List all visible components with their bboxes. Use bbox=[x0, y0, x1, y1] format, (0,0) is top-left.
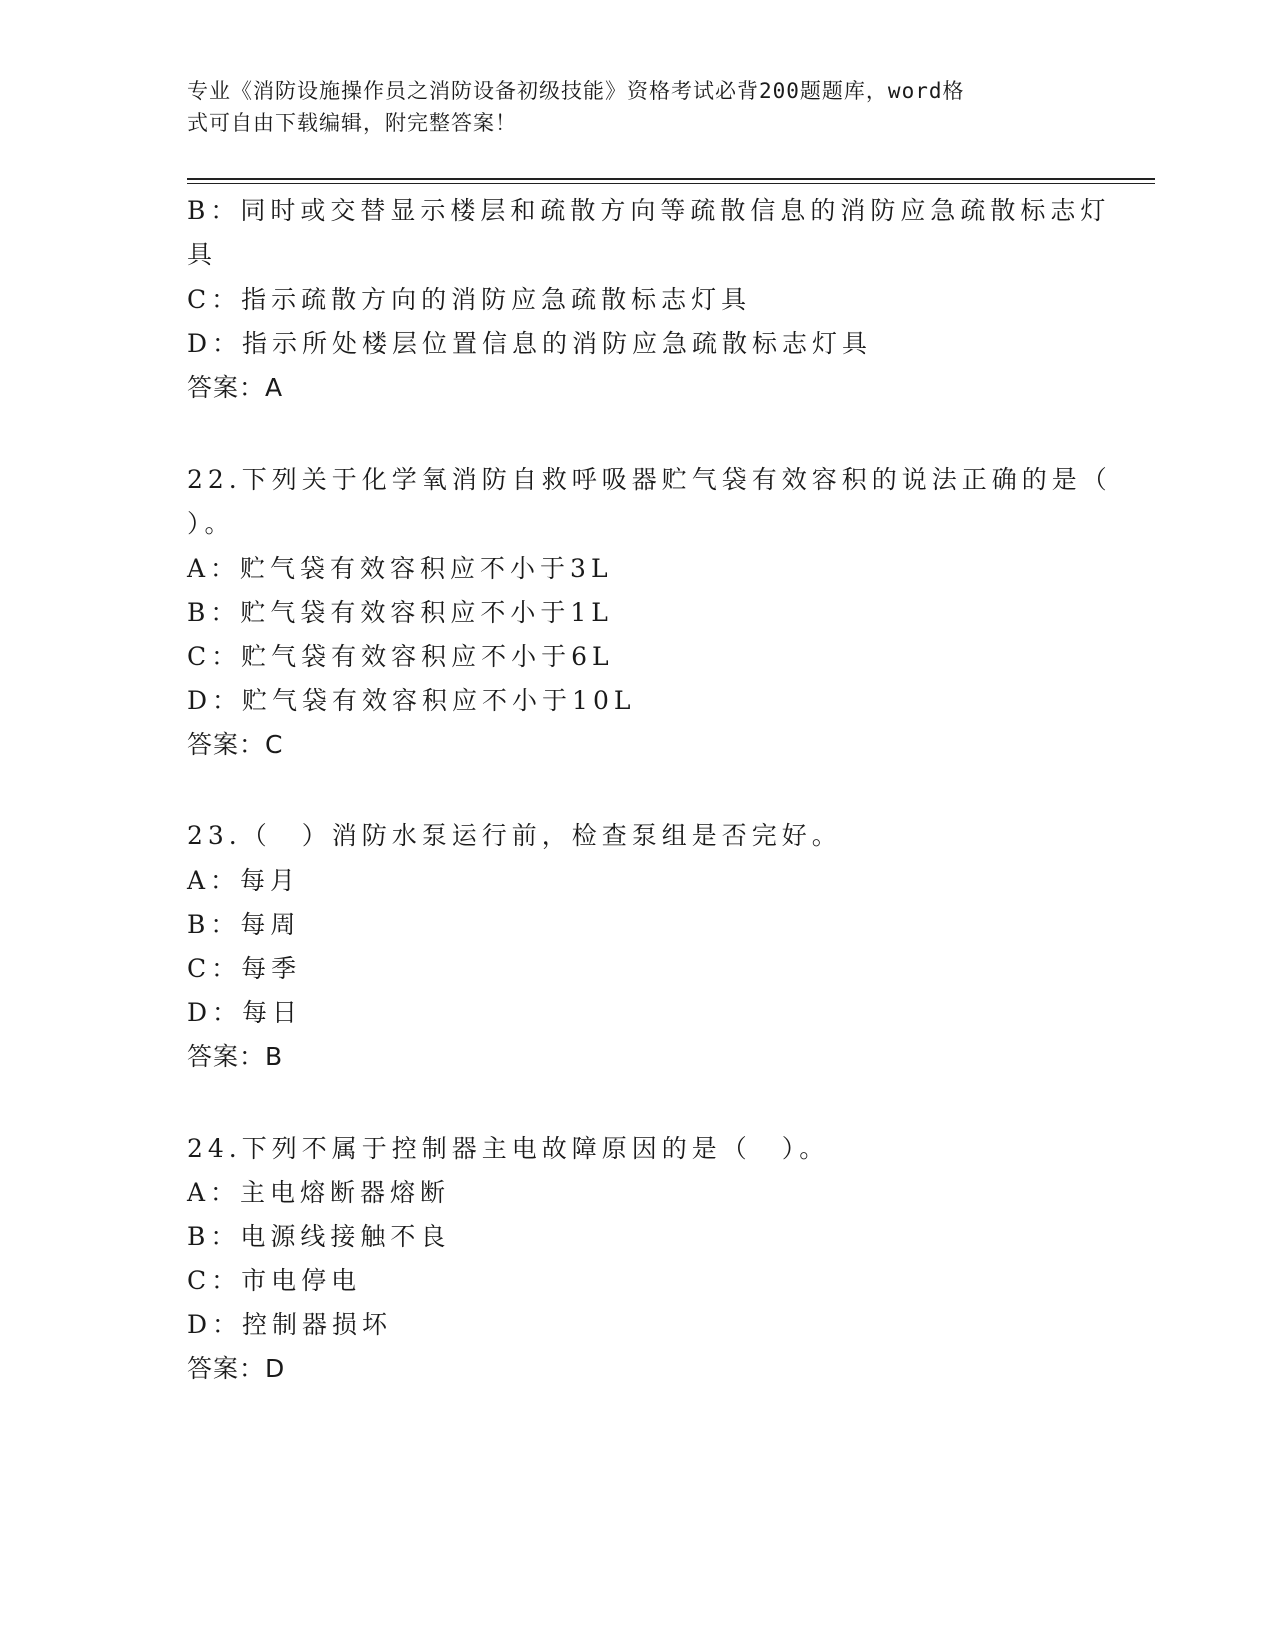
q21-option-b-wrap: 具 bbox=[187, 240, 218, 269]
q21-option-b: B：同时或交替显示楼层和疏散方向等疏散信息的消防应急疏散标志灯 bbox=[187, 196, 1111, 225]
header-line-1: 专业《消防设施操作员之消防设备初级技能》资格考试必背200题题库，word格 bbox=[187, 79, 965, 103]
q24-option-b: B：电源线接触不良 bbox=[187, 1222, 451, 1251]
q24-option-a: A：主电熔断器熔断 bbox=[187, 1178, 451, 1207]
q23-option-b: B：每周 bbox=[187, 910, 301, 939]
document-header bbox=[187, 75, 1067, 139]
q23-stem: 23.（ ）消防水泵运行前，检查泵组是否完好。 bbox=[187, 821, 842, 850]
q22-option-c: C：贮气袋有效容积应不小于6L bbox=[187, 642, 614, 671]
header-divider-thin bbox=[187, 183, 1155, 184]
q22-option-d: D：贮气袋有效容积应不小于10L bbox=[187, 686, 636, 715]
q24-answer: 答案：D bbox=[187, 1354, 286, 1383]
q21-option-c: C：指示疏散方向的消防应急疏散标志灯具 bbox=[187, 285, 752, 314]
q24-option-d: D：控制器损坏 bbox=[187, 1310, 393, 1339]
q23-option-c: C：每季 bbox=[187, 954, 302, 983]
q22-stem-wrap: ）。 bbox=[187, 509, 235, 538]
q21-answer: 答案：A bbox=[187, 373, 284, 402]
header-line-2: 式可自由下载编辑，附完整答案！ bbox=[187, 111, 517, 135]
q21-option-d: D：指示所处楼层位置信息的消防应急疏散标志灯具 bbox=[187, 329, 873, 358]
q23-answer: 答案：B bbox=[187, 1042, 284, 1071]
header-divider-thick bbox=[187, 178, 1155, 180]
q23-option-d: D：每日 bbox=[187, 998, 303, 1027]
q22-answer: 答案：C bbox=[187, 730, 284, 759]
q22-option-b: B：贮气袋有效容积应不小于1L bbox=[187, 598, 613, 627]
q22-stem: 22.下列关于化学氧消防自救呼吸器贮气袋有效容积的说法正确的是（ bbox=[187, 465, 1112, 494]
q23-option-a: A：每月 bbox=[187, 866, 301, 895]
q24-option-c: C：市电停电 bbox=[187, 1266, 362, 1295]
q22-option-a: A：贮气袋有效容积应不小于3L bbox=[187, 554, 613, 583]
q24-stem: 24.下列不属于控制器主电故障原因的是（ ）。 bbox=[187, 1134, 830, 1163]
